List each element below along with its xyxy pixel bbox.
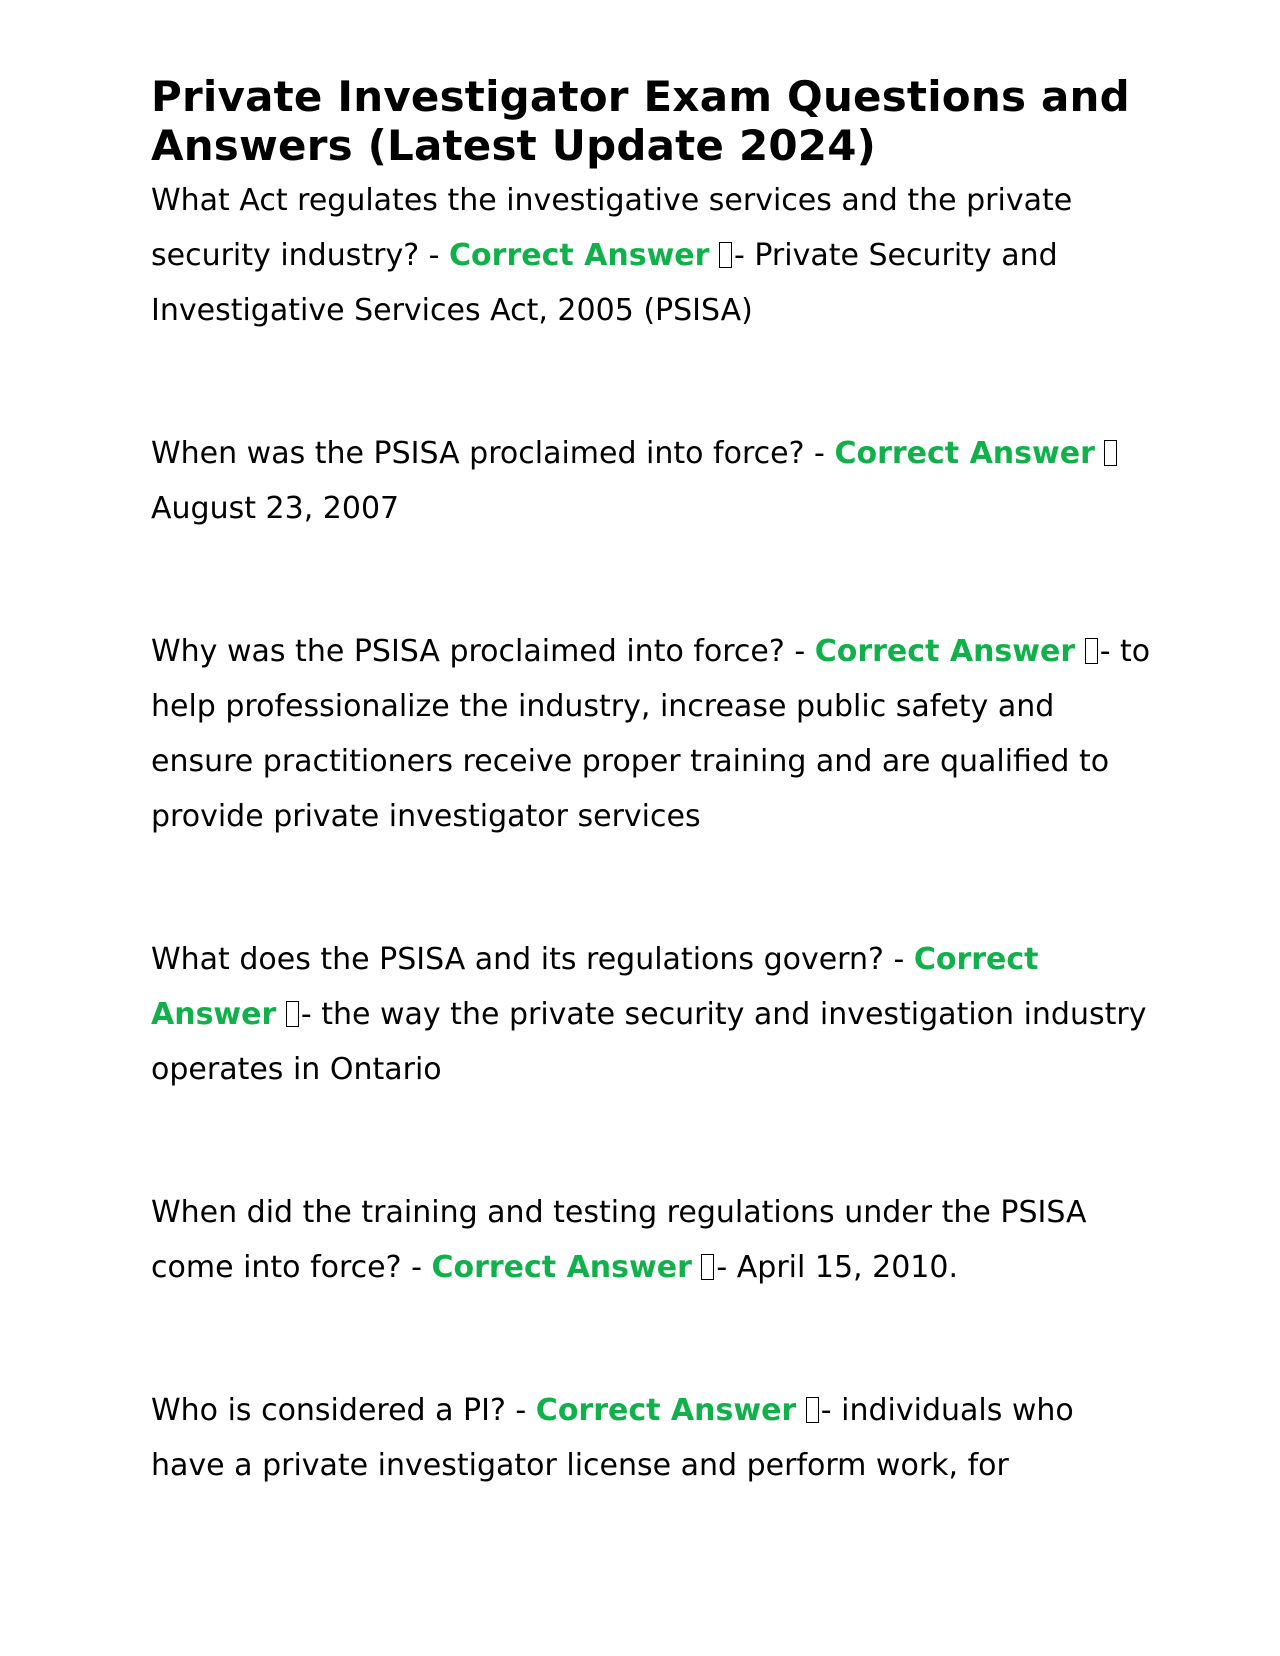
question-text: What Act regulates the investigative services and the private security industry? -	[151, 183, 1073, 273]
question-text: Who is considered a PI? -	[151, 1393, 536, 1428]
correct-answer-label: Correct Answer	[449, 238, 710, 273]
correct-answer-label: Correct Answer	[535, 1393, 797, 1428]
document-page	[151, 72, 1151, 1493]
correct-answer-label: Correct Answer	[814, 634, 1076, 669]
answer-text: - April 15, 2010.	[716, 1250, 959, 1285]
missing-glyph-icon	[1104, 440, 1117, 466]
answer-text: - individuals who have a private investigator license and perform work, for	[151, 1393, 1074, 1483]
qa-item	[151, 932, 1151, 1097]
correct-answer-label: Correct Answer	[834, 436, 1095, 471]
question-text: When did the training and testing regulations under the PSISA come into force? -	[151, 1195, 1087, 1285]
correct-answer-label: Correct Answer	[151, 942, 1039, 1032]
qa-item	[151, 624, 1151, 844]
missing-glyph-icon	[286, 1001, 299, 1027]
qa-item	[151, 1185, 1151, 1295]
qa-item	[151, 173, 1151, 338]
missing-glyph-icon	[1085, 638, 1098, 664]
question-text: What does the PSISA and its regulations govern? -	[151, 942, 914, 977]
question-text: When was the PSISA proclaimed into force? -	[151, 436, 835, 471]
qa-item	[151, 1383, 1151, 1493]
missing-glyph-icon	[806, 1397, 819, 1423]
missing-glyph-icon	[701, 1254, 714, 1280]
qa-item	[151, 426, 1151, 536]
answer-text: - Private Security and Investigative Services Act, 2005 (PSISA)	[151, 238, 1058, 328]
answer-text: August 23, 2007	[151, 491, 400, 526]
answer-text: - the way the private security and investigation industry operates in Ontario	[151, 997, 1147, 1087]
question-text: Why was the PSISA proclaimed into force? -	[151, 634, 815, 669]
answer-text: - to help professionalize the industry, increase public safety and ensure practitioners receive proper training and are qualified to provide private investigator services	[151, 634, 1151, 834]
missing-glyph-icon	[719, 242, 732, 268]
document-title: Private Investigator Exam Questions and Answers (Latest Update 2024)	[151, 72, 1130, 170]
correct-answer-label: Correct Answer	[431, 1250, 692, 1285]
